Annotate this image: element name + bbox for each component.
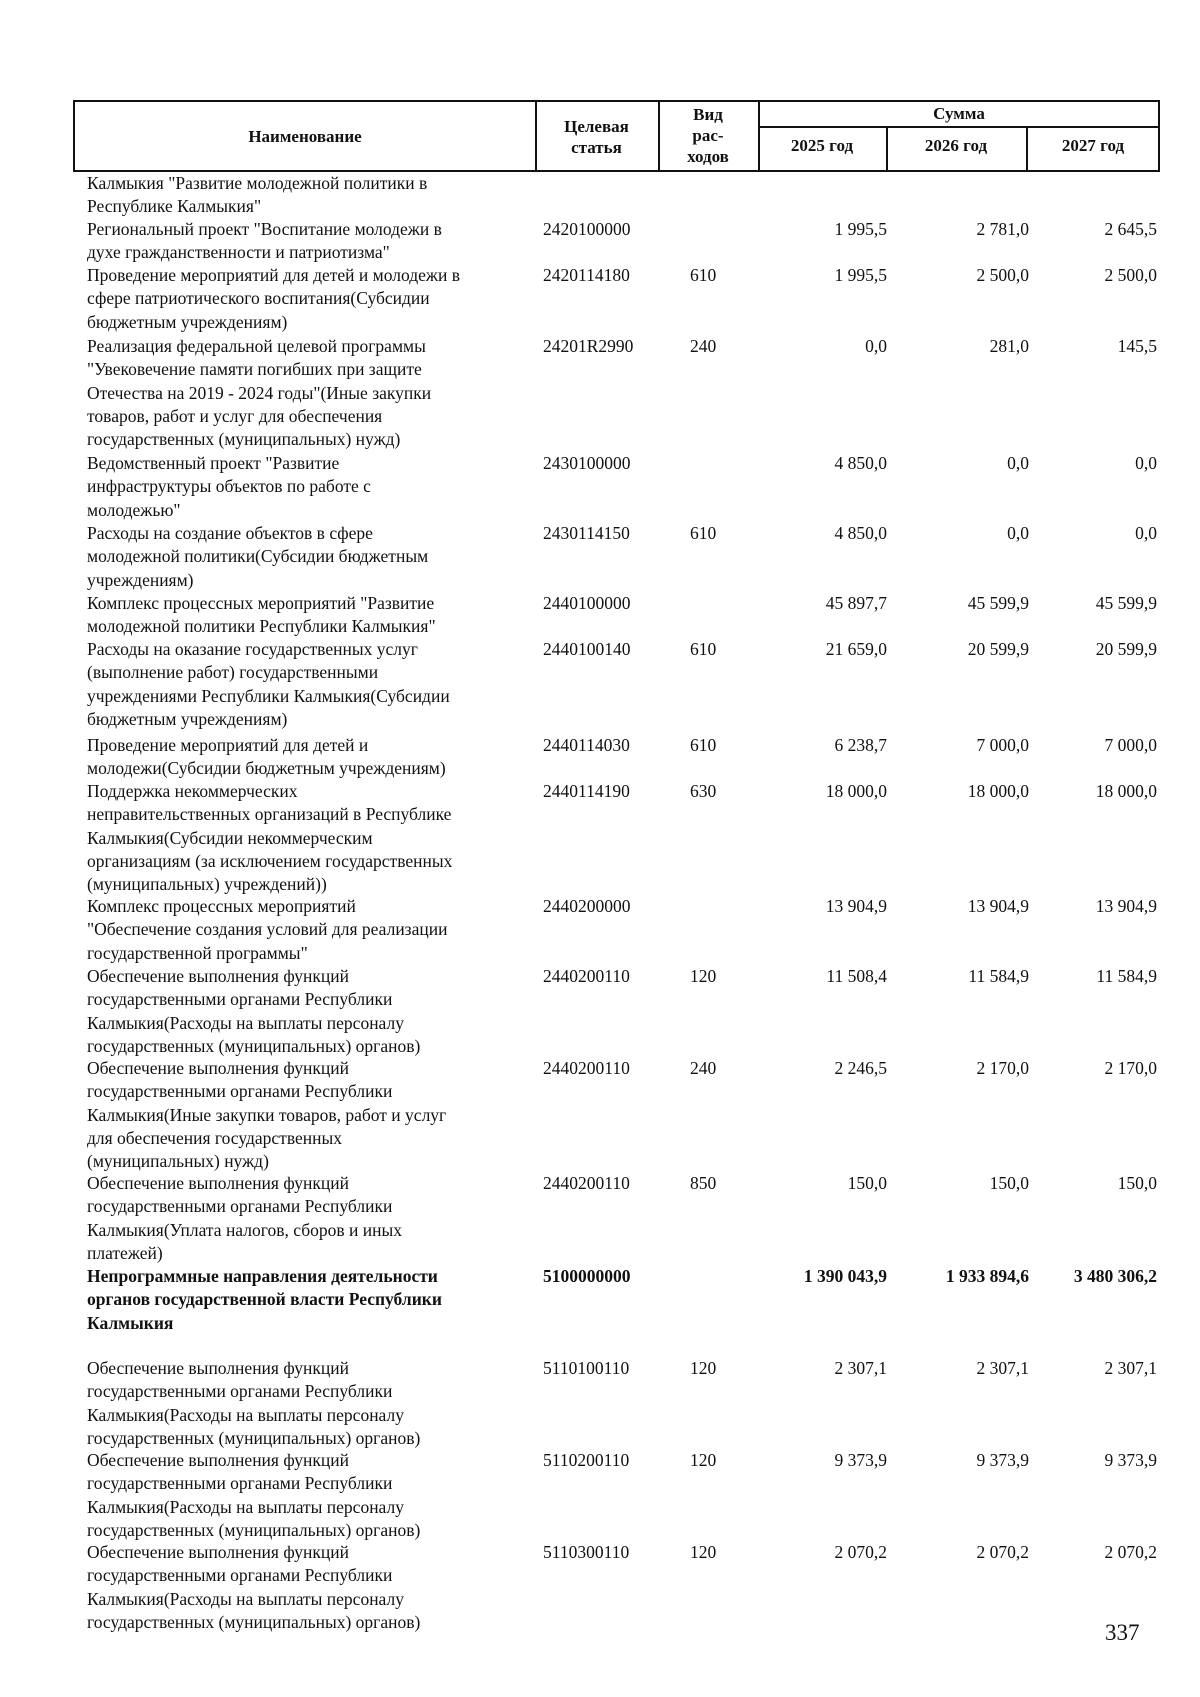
row-name: Обеспечение выполнения функций государственными органами Республики Калмыкия(Иные закупки товаров, работ и услуг для обеспечения государственных (муниципальных) нужд): [87, 1058, 447, 1172]
row-2026: 281,0: [989, 336, 1029, 356]
row-code: 2430114150: [543, 523, 630, 543]
row-name: Обеспечение выполнения функций государственными органами Республики Калмыкия(Расходы на выплаты персоналу государственных (муниципальных) органов): [87, 966, 421, 1056]
row-2027: 13 904,9: [1095, 896, 1157, 916]
row-name: Ведомственный проект "Развитие инфраструктуры объектов по работе с молодежью": [87, 453, 371, 520]
row-2025: 1 995,5: [834, 219, 887, 239]
row-kind: 610: [690, 735, 717, 755]
row-kind: 120: [690, 1542, 717, 1562]
row-2026: 0,0: [1007, 453, 1029, 473]
row-kind: 120: [690, 966, 717, 986]
row-2027: 7 000,0: [1104, 735, 1157, 755]
row-2027: 2 307,1: [1104, 1358, 1157, 1378]
row-2026: 2 070,2: [976, 1542, 1029, 1562]
row-code: 2440100000: [543, 593, 631, 613]
row-code: 2440114190: [543, 781, 630, 801]
row-2025: 21 659,0: [825, 639, 887, 659]
row-name: Обеспечение выполнения функций государственными органами Республики Калмыкия(Расходы на выплаты персоналу государственных (муниципальных) органов): [87, 1542, 421, 1632]
row-2026: 0,0: [1007, 523, 1029, 543]
row-name: Калмыкия "Развитие молодежной политики в Республике Калмыкия": [87, 173, 428, 217]
row-code: 24201R2990: [543, 336, 634, 356]
row-code: 2440114030: [543, 735, 630, 755]
row-2025: 1 390 043,9: [803, 1266, 887, 1286]
row-2026: 18 000,0: [967, 781, 1029, 801]
row-2025: 45 897,7: [825, 593, 887, 613]
row-2026: 9 373,9: [976, 1450, 1029, 1470]
table-header: [73, 100, 1160, 172]
row-2027: 20 599,9: [1095, 639, 1157, 659]
row-2027: 2 645,5: [1104, 219, 1157, 239]
row-name: Комплекс процессных мероприятий "Развитие молодежной политики Республики Калмыкия": [87, 593, 436, 637]
row-2026: 20 599,9: [967, 639, 1029, 659]
row-kind: 850: [690, 1173, 717, 1193]
row-2026: 2 500,0: [976, 265, 1029, 285]
row-2025: 2 246,5: [834, 1058, 887, 1078]
row-2027: 2 500,0: [1104, 265, 1157, 285]
row-2026: 13 904,9: [967, 896, 1029, 916]
row-code: 2430100000: [543, 453, 631, 473]
row-code: 5110200110: [543, 1450, 630, 1470]
row-name: Региональный проект "Воспитание молодежи в духе гражданственности и патриотизма": [87, 219, 442, 263]
row-2025: 6 238,7: [834, 735, 887, 755]
row-name: Расходы на создание объектов в сфере молодежной политики(Субсидии бюджетным учреждениям): [87, 523, 429, 590]
row-code: 2440200110: [543, 1058, 630, 1078]
row-2027: 3 480 306,2: [1073, 1266, 1157, 1286]
row-name: Обеспечение выполнения функций государственными органами Республики Калмыкия(Уплата налогов, сборов и иных платежей): [87, 1173, 402, 1263]
row-kind: 610: [690, 639, 717, 659]
row-2025: 2 070,2: [834, 1542, 887, 1562]
header-sum: Сумма: [933, 104, 985, 123]
row-name: Непрограммные направления деятельности органов государственной власти Республики Калмыкия: [87, 1266, 442, 1333]
row-code: 2440100140: [543, 639, 631, 659]
row-code: 2440200000: [543, 896, 631, 916]
row-name: Обеспечение выполнения функций государственными органами Республики Калмыкия(Расходы на выплаты персоналу государственных (муниципальных) органов): [87, 1358, 421, 1448]
row-2025: 11 508,4: [826, 966, 887, 986]
row-2026: 2 781,0: [976, 219, 1029, 239]
page-number: 337: [1105, 1620, 1140, 1645]
row-2026: 2 307,1: [976, 1358, 1029, 1378]
row-2026: 2 170,0: [976, 1058, 1029, 1078]
row-2025: 4 850,0: [834, 453, 887, 473]
row-name: Обеспечение выполнения функций государственными органами Республики Калмыкия(Расходы на выплаты персоналу государственных (муниципальных) органов): [87, 1450, 421, 1540]
row-2025: 1 995,5: [834, 265, 887, 285]
header-code: Целевая статья: [564, 117, 629, 157]
row-2025: 150,0: [847, 1173, 887, 1193]
row-2027: 145,5: [1117, 336, 1157, 356]
header-2025: 2025 год: [790, 136, 854, 155]
row-kind: 610: [690, 523, 717, 543]
row-name: Расходы на оказание государственных услуг (выполнение работ) государственными учреждениями Республики Калмыкия(Субсидии бюджетным учреждениям): [87, 639, 450, 729]
row-2025: 9 373,9: [834, 1450, 887, 1470]
row-code: 5110100110: [543, 1358, 630, 1378]
row-name: Проведение мероприятий для детей и молодежи в сфере патриотического воспитания(Субсидии бюджетным учреждениям): [87, 265, 460, 332]
row-kind: 610: [690, 265, 717, 285]
row-2026: 150,0: [989, 1173, 1029, 1193]
row-2027: 0,0: [1135, 523, 1157, 543]
row-2027: 11 584,9: [1096, 966, 1157, 986]
row-name: Комплекс процессных мероприятий "Обеспечение создания условий для реализации государственной программы": [87, 896, 448, 963]
row-2026: 11 584,9: [968, 966, 1029, 986]
row-kind: 120: [690, 1358, 717, 1378]
header-name: Наименование: [248, 127, 362, 146]
row-2025: 4 850,0: [834, 523, 887, 543]
row-code: 5100000000: [543, 1266, 631, 1286]
row-2027: 0,0: [1135, 453, 1157, 473]
row-2027: 9 373,9: [1104, 1450, 1157, 1470]
row-2025: 2 307,1: [834, 1358, 887, 1378]
row-kind: 630: [690, 781, 717, 801]
row-2027: 18 000,0: [1095, 781, 1157, 801]
header-2027: 2027 год: [1061, 136, 1125, 155]
header-divider: [758, 126, 1158, 128]
row-2027: 2 070,2: [1104, 1542, 1157, 1562]
row-code: 2440200110: [543, 966, 630, 986]
row-2025: 13 904,9: [825, 896, 887, 916]
header-2026: 2026 год: [924, 136, 988, 155]
row-code: 5110300110: [543, 1542, 630, 1562]
header-kind: Вид рас- ходов: [687, 105, 729, 166]
row-kind: 120: [690, 1450, 717, 1470]
row-2026: 7 000,0: [976, 735, 1029, 755]
row-2026: 1 933 894,6: [945, 1266, 1029, 1286]
row-kind: 240: [690, 336, 717, 356]
row-2027: 45 599,9: [1095, 593, 1157, 613]
row-2025: 18 000,0: [825, 781, 887, 801]
row-name: Реализация федеральной целевой программы "Увековечение памяти погибших при защите Отечества на 2019 - 2024 годы"(Иные закупки товаров, работ и услуг для обеспечения государственных (муниципальных) нужд): [87, 336, 432, 450]
row-code: 2420100000: [543, 219, 631, 239]
row-2027: 150,0: [1117, 1173, 1157, 1193]
row-2025: 0,0: [865, 336, 887, 356]
row-code: 2420114180: [543, 265, 630, 285]
row-name: Поддержка некоммерческих неправительственных организаций в Республике Калмыкия(Субсидии некоммерческим организациям (за исключением государственных (муниципальных) учреждений)): [87, 781, 453, 895]
row-2026: 45 599,9: [967, 593, 1029, 613]
row-name: Проведение мероприятий для детей и молодежи(Субсидии бюджетным учреждениям): [87, 735, 446, 779]
row-code: 2440200110: [543, 1173, 630, 1193]
row-kind: 240: [690, 1058, 717, 1078]
row-2027: 2 170,0: [1104, 1058, 1157, 1078]
